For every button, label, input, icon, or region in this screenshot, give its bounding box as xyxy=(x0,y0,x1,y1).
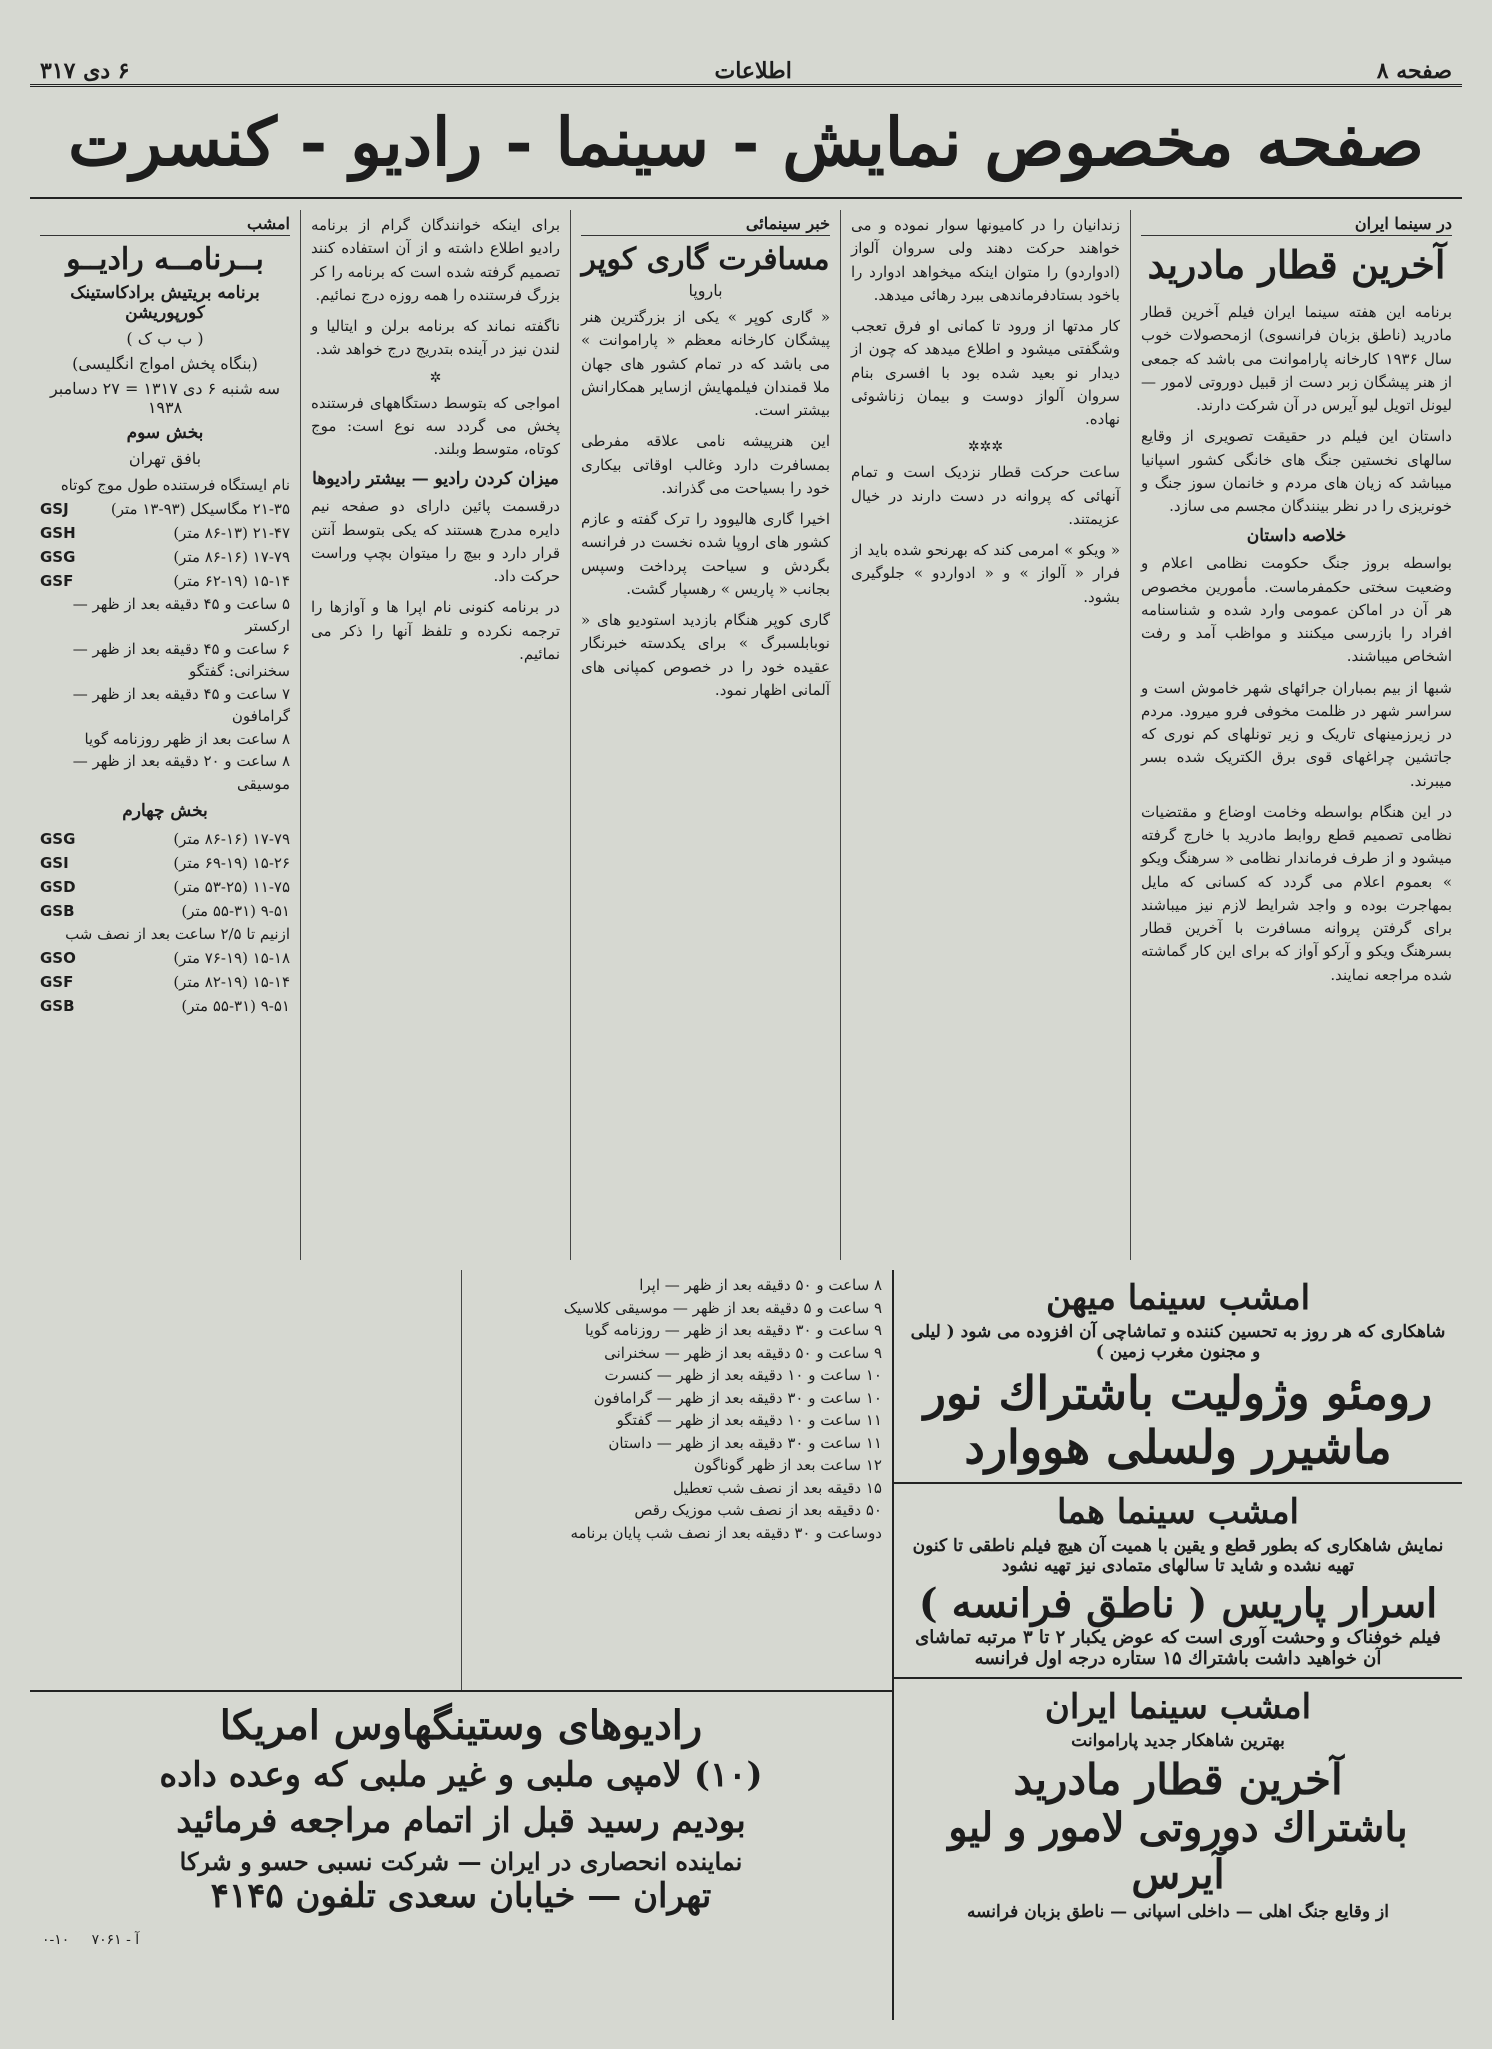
ad-sidenote: از وقایع جنگ اهلی — داخلی اسپانی — ناطق بزبان فرانسه xyxy=(967,1902,1389,1922)
station-row xyxy=(40,851,290,875)
station-call-sign: GSF xyxy=(40,972,74,991)
station-frequency: ۱۵-۱۸ (۷۶-۱۹ متر) xyxy=(173,948,290,967)
issue-date: ۶ دی ۳۱۷ xyxy=(40,58,130,84)
station-row xyxy=(40,946,290,970)
ad-cinema-mihan xyxy=(894,1270,1462,1484)
schedule-item: ۸ ساعت بعد از ظهر روزنامه گویا xyxy=(84,729,290,748)
paragraph: برای اینکه خوانندگان گرام از برنامه رادیو اطلاع داشته و از آن استفاده کنند تصمیم گرفته شده است که برنامه را کر بزرگ فرستنده را همه روزه درج نمائیم. xyxy=(311,216,560,304)
paragraph: « گاری کوپر » یکی از بزرگترین هنر پیشگان کارخانه معظم « پاراموانت » می باشد که در تمام کشور های جهان ملا قمندان فیلمهایش ازسایر همکارانش بیشتر است. xyxy=(581,308,830,419)
ad-film: آخرین قطار مادرید xyxy=(1013,1755,1343,1804)
station-abbr: ( ب ب ک ) xyxy=(126,329,204,348)
station-call-sign: GSG xyxy=(40,830,76,848)
schedule-item: ۵۰ دقیقه بعد از نصف شب موزیک رقص xyxy=(634,1501,882,1519)
ad-note: فیلم خوفناک و وحشت آوری است که عوض یکبار ۲ تا ۳ مرتبه تماشای آن خواهید داشت باشتراك ۱۵ ستاره درجه اول فرانسه xyxy=(915,1627,1441,1669)
summary-heading: خلاصه داستان xyxy=(1246,526,1347,547)
footer-right-code: آ - ۷۰۶۱ xyxy=(91,1932,140,1948)
page-number: صفحه ۸ xyxy=(1376,58,1452,84)
ad-description: شاهکاری که هر روز به تحسین کننده و تماشاچی آن افزوده می شود ( لیلی و مجنون مغرب زمین ) xyxy=(910,1322,1446,1362)
ad-cinema-iran xyxy=(894,1679,1462,1934)
radio-title: بــرنامــه رادیــو xyxy=(66,242,264,277)
station-row xyxy=(40,569,290,593)
radio-program xyxy=(30,210,300,1260)
station-call-sign: GSD xyxy=(40,878,76,896)
station-row xyxy=(40,497,290,521)
paragraph: شبها از بیم بمباران جرائهای شهر خاموش است و سراسر شهر در ظلمت مخوفی فرو میرود. مردم در زیرزمینهای تاریک و زیر تونلهای کم نوری که جاتشین چراغهای قوی برق الکتریک شده بسر میبرند. xyxy=(1141,678,1452,790)
bottom-section xyxy=(30,1270,1462,2020)
schedule-item: ۱۱ ساعت و ۳۰ دقیقه بعد از ظهر — داستان xyxy=(608,1433,882,1452)
section-tag: امشب xyxy=(40,214,290,236)
schedule-item: ۹ ساعت و ۵۰ دقیقه بعد از ظهر — سخنرانی xyxy=(604,1343,882,1362)
separator-stars: ✲ xyxy=(429,369,442,386)
article-subtitle: باروپا xyxy=(688,281,723,300)
station-row xyxy=(40,899,290,923)
station-row xyxy=(40,545,290,569)
paragraph: در برنامه کنونی نام اپرا ها و آوازها را ترجمه نکرده و تلفظ آنها را ذکر می نمائیم. xyxy=(311,598,560,663)
ad-title: امشب سینما ایران xyxy=(1044,1687,1312,1727)
ad-film: اسرار پاریس ( ناطق فرانسه ) xyxy=(918,1580,1438,1627)
station-frequency: ۱۱-۷۵ (۵۳-۲۵ متر) xyxy=(173,878,290,896)
station-frequency: ۱۷-۷۹ (۸۶-۱۶ متر) xyxy=(173,830,290,848)
station-list xyxy=(40,497,290,593)
station-call-sign: GSO xyxy=(40,948,76,967)
article-title: مسافرت گاری کوپر xyxy=(581,242,830,277)
ad-film: رومئو وژولیت باشتراك نور ماشیرر ولسلی هووارد xyxy=(923,1366,1433,1474)
radio-intro xyxy=(300,210,570,1260)
station-frequency: ۲۱-۳۵ مگاسیکل (۹۳-۱۳ متر) xyxy=(110,499,290,518)
schedule-item: ۷ ساعت و ۴۵ دقیقه بعد از ظهر — گرامافون xyxy=(72,684,290,725)
part-heading: بخش سوم xyxy=(126,423,204,443)
paragraph: امواجی که بتوسط دستگاههای فرستنده پخش می گردد سه نوع است: موج کوتاه، متوسط وبلند. xyxy=(311,393,560,458)
station-list xyxy=(40,827,290,923)
schedule-item: ۱۰ ساعت و ۳۰ دقیقه بعد از ظهر — گرامافون xyxy=(593,1388,882,1407)
station-row xyxy=(40,970,290,994)
station-call-sign: GSH xyxy=(40,523,76,542)
ad-side-3: ناطق بزبان فرانسه xyxy=(967,1902,1105,1922)
schedule-list xyxy=(472,1274,882,1544)
schedule-item: ۸ ساعت و ۵۰ دقیقه بعد از ظهر — اپرا xyxy=(639,1276,882,1294)
schedule-item: ۵ ساعت و ۴۵ دقیقه بعد از ظهر — ارکستر xyxy=(72,594,290,635)
station-row xyxy=(40,827,290,851)
ad-cinema-homa xyxy=(894,1484,1462,1679)
schedule-column xyxy=(461,1270,892,1690)
ad-description: بهترین شاهکار جدید پاراموانت xyxy=(1071,1731,1285,1751)
tuning-heading: میزان کردن رادیو — بیشتر رادیوها xyxy=(312,469,559,490)
station-row xyxy=(40,994,290,1018)
ad-side-1: از وقایع جنگ اهلی xyxy=(1258,1902,1389,1922)
paragraph: ساعت حرکت قطار نزدیک است و تمام آنهائی که پروانه در دست دارند در خیال عزیمتند. xyxy=(851,463,1120,528)
cooper-article xyxy=(570,210,840,1260)
footer-left-code: ۰-۱۰ xyxy=(42,1932,70,1948)
station-frequency: ۱۵-۱۴ (۶۲-۱۹ متر) xyxy=(173,571,290,590)
schedule-item: ۸ ساعت و ۲۰ دقیقه بعد از ظهر — موسیقی xyxy=(72,752,290,793)
ad-line: (۱۰) لامپی ملبی و غیر ملبی که وعده داده xyxy=(159,1755,763,1795)
station-frequency: ۱۵-۱۴ (۸۲-۱۹ متر) xyxy=(173,972,290,991)
station-row xyxy=(40,875,290,899)
station-heading: برنامه بریتیش برادکاستینک کورپوریشن xyxy=(70,283,260,323)
table-header: نام ایستگاه فرستنده طول موج کوتاه xyxy=(60,476,290,494)
westinghouse-ad xyxy=(30,1692,892,1926)
station-call-sign: GSB xyxy=(40,902,75,920)
paragraph: اخیرا گاری هالیوود را ترک گفته و عازم کشور های اروپا شده نخست در فرانسه بگردش و سیاحت پرداخت وسپس بجانب « پاریس » رهسپار گشت. xyxy=(581,510,830,598)
station-frequency: ۹-۵۱ (۵۵-۳۱ متر) xyxy=(181,996,290,1015)
section-tag: در سینما ایران xyxy=(1141,214,1452,236)
schedule-item: دوساعت و ۳۰ دقیقه بعد از نصف شب پایان برنامه xyxy=(570,1523,882,1542)
schedule-list xyxy=(40,593,290,796)
paragraph: ناگفته نماند که برنامه برلن و ایتالیا و لندن نیز در آینده بتدریج درج خواهد شد. xyxy=(311,317,560,359)
station-frequency: ۲۱-۴۷ (۸۶-۱۳ متر) xyxy=(173,523,290,542)
paragraph: برنامه این هفته سینما ایران فیلم آخرین قطار مادرید (ناطق بزبان فرانسوی) ازمحصولات خوب سال ۱۹۳۶ کارخانه پاراموانت می باشد که جمعی از هنر پیشگان زبر دست از قبیل دوروتی لامور — لیونل اتویل لیو آیرس در آن شرکت دارند. xyxy=(1141,303,1452,414)
station-row xyxy=(40,521,290,545)
empty-column xyxy=(30,1270,461,1690)
station-call-sign: GSI xyxy=(40,854,69,872)
station-frequency: ۱۵-۲۶ (۶۹-۱۹ متر) xyxy=(173,854,290,872)
part-heading: بخش چهارم xyxy=(122,801,208,821)
section-note: (بنگاه پخش امواج انگلیسی) xyxy=(72,354,258,373)
schedule-continuation xyxy=(30,1270,892,1692)
schedule-item: ۹ ساعت و ۵ دقیقه بعد از ظهر — موسیقی کلاسیک xyxy=(563,1298,882,1317)
paper-name: اطلاعات xyxy=(714,58,792,84)
page-masthead: صفحه مخصوص نمایش - سینما - رادیو - کنسرت xyxy=(30,87,1462,199)
station-list xyxy=(40,946,290,1018)
schedule-item: ۱۱ ساعت و ۱۰ دقیقه بعد از ظهر — گفتگو xyxy=(616,1411,882,1429)
station-call-sign: GSB xyxy=(40,996,75,1015)
station-call-sign: GSJ xyxy=(40,499,69,518)
ad-description: نمایش شاهکاری که بطور قطع و یقین با همیت آن هیچ فیلم ناطقی تا کنون تهیه نشده و شاید تا سالهای متمادی نیز تهیه نشود xyxy=(912,1536,1444,1576)
ad-line: نماینده انحصاری در ایران — شرکت نسبی حسو و شرکا xyxy=(179,1847,743,1876)
time-note: ازنیم تا ۲/۵ ساعت بعد از نصف شب xyxy=(65,925,290,943)
lower-right xyxy=(30,1270,892,2020)
schedule-item: ۱۰ ساعت و ۱۰ دقیقه بعد از ظهر — کنسرت xyxy=(604,1366,882,1384)
cinema-ads xyxy=(892,1270,1462,2020)
schedule-item: ۱۲ ساعت بعد از ظهر گوناگون xyxy=(693,1456,882,1474)
schedule-item: ۱۵ دقیقه بعد از نصف شب تعطیل xyxy=(672,1478,882,1497)
cinema-article xyxy=(1130,210,1462,1260)
paragraph: درقسمت پائین دارای دو صفحه نیم دایره مدرج هستند که یکی بتوسط آنتن قرار دارد و بیچ را میتوان بچپ وراست حرکت داد. xyxy=(311,497,560,585)
ad-title: امشب سینما هما xyxy=(1056,1492,1300,1532)
footer-codes xyxy=(30,1926,892,1954)
ad-line: بودیم رسید قبل از اتمام مراجعه فرمائید xyxy=(176,1801,746,1841)
schedule-item: ۶ ساعت و ۴۵ دقیقه بعد از ظهر — سخنرانی: گفتگو xyxy=(72,639,290,680)
station-frequency: ۹-۵۱ (۵۵-۳۱ متر) xyxy=(181,902,290,920)
paragraph: کار مدتها از ورود تا کمانی او فرق تعجب وشگفتی میشود و اطلاع میدهد که چون از دیدار نو بعید شده بود با افسری بنام سروان آلواز دوست و بیمان زناشوئی نهاده. xyxy=(851,317,1120,428)
station-call-sign: GSF xyxy=(40,571,74,590)
ad-cast: باشتراك دوروتی لامور و لیو آیرس xyxy=(948,1804,1408,1898)
story-continuation xyxy=(840,210,1130,1260)
paragraph: گاری کوپر هنگام بازدید استودیو های « نوبابلسبرگ » برای یکدسته خبرنگار عقیده خود را در خصوص کمپانی های آلمانی اظهار نمود. xyxy=(581,611,830,699)
paragraph: زندانیان را در کامیونها سوار نموده و می خواهند حرکت دهند ولی سروان آلواز (ادواردو) را متوان اینکه میخواهد ادوارد را باخود بستادفرماندهی ببرد رهائی میدهد. xyxy=(851,216,1120,304)
page-header xyxy=(30,40,1462,87)
station-frequency: ۱۷-۷۹ (۸۶-۱۶ متر) xyxy=(173,547,290,566)
paragraph: داستان این فیلم در حقیقت تصویری از وقایع سالهای نخستین جنگ های خانگی کشور اسپانیا میباشد که زیان های مردم و خانمان سوز جنگ و خونریزی را در نظر بینندگان مجسم می سازد. xyxy=(1141,427,1452,515)
separator-stars: ✲✲✲ xyxy=(967,439,1004,456)
paragraph: « ویکو » امرمی کند که بهرنحو شده باید از فرار « آلواز » و « ادواردو » جلوگیری بشود. xyxy=(851,541,1120,606)
ad-title: رادیوهای وستینگهاوس امریکا xyxy=(219,1702,703,1749)
ad-side-2: داخلی اسپانی xyxy=(1133,1902,1230,1922)
ad-line: تهران — خیابان سعدی تلفون ۴۱۴۵ xyxy=(210,1876,712,1916)
article-title: آخرین قطار مادرید xyxy=(1147,242,1446,287)
schedule-item: ۹ ساعت و ۳۰ دقیقه بعد از ظهر — روزنامه گویا xyxy=(585,1321,882,1339)
section-tag: خبر سینمائی xyxy=(581,214,830,236)
ad-title: امشب سینما میهن xyxy=(1045,1278,1311,1318)
date-line: سه شنبه ۶ دی ۱۳۱۷ = ۲۷ دسامبر ۱۹۳۸ xyxy=(49,379,281,417)
paragraph: این هنرپیشه نامی علاقه مفرطی بمسافرت دارد وغالب اوقاتی بیکاری خود را بسیاحت می گذراند. xyxy=(581,432,830,497)
paragraph: در این هنگام بواسطه وخامت اوضاع و مقتضیات نظامی تصمیم قطع روابط مادرید با خارج گرفته میشود و از طرف فرماندار نظامی « سرهنگ ویکو » بعموم اعلام می گردد که کسانی که مایل بمهاجرت بوده و واجد شرایط لازم نیز میباشند برای گرفتن پروانه مسافرت با آخرین قطار بسرهنگ ویکو و آرکو آواز که برای این کار گماشته شده مراجعه نمایند. xyxy=(1141,802,1452,984)
article-columns xyxy=(30,210,1462,1260)
station-call-sign: GSG xyxy=(40,547,76,566)
paragraph: بواسطه بروز جنگ حکومت نظامی اعلام و وضعیت سختی حکمفرماست. مأمورین مخصوص هر آن در اماکن عمومی وارد شده و شناسنامه افراد را بازرسی میکنند و مواظب آمد و رفت اشخاص میباشند. xyxy=(1141,554,1452,666)
newspaper-page xyxy=(30,40,1462,2020)
part-subheading: بافق تهران xyxy=(128,449,202,468)
